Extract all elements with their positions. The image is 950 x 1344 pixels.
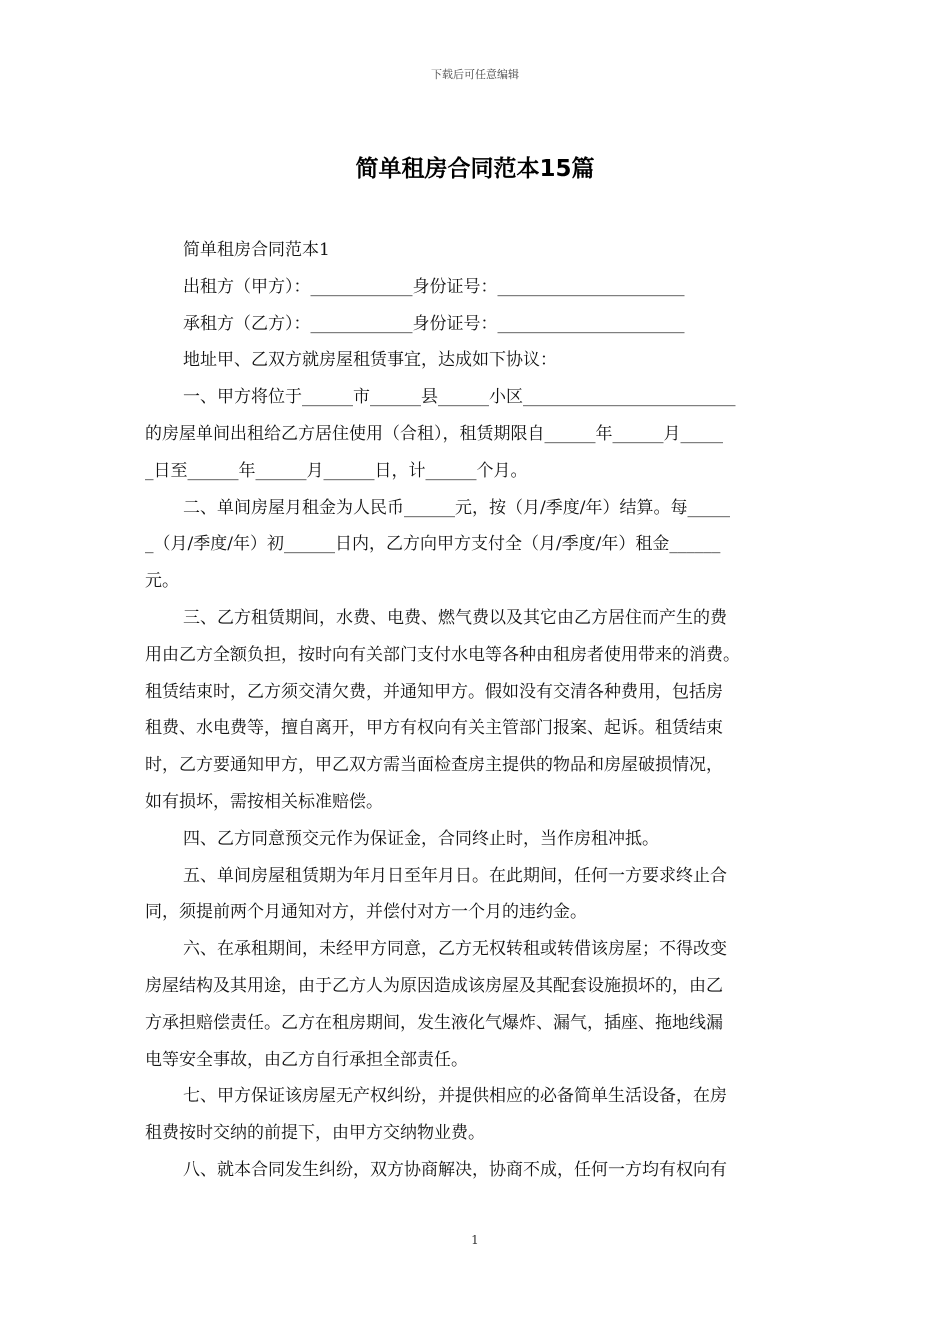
clause-2-line-2: _（月/季度/年）初______日内，乙方向甲方支付全（月/季度/年）租金______	[145, 534, 721, 555]
header-note: 下载后可任意编辑	[431, 68, 519, 81]
clause-3-line-1: 三、乙方租赁期间，水费、电费、燃气费以及其它由乙方居住而产生的费	[183, 607, 727, 628]
clause-6-line-3: 方承担赔偿责任。乙方在租房期间，发生液化气爆炸、漏气，插座、拖地线漏	[145, 1012, 723, 1033]
clause-4-line-1: 四、乙方同意预交元作为保证金，合同终止时，当作房租冲抵。	[183, 828, 659, 849]
clause-5-line-1: 五、单间房屋租赁期为年月日至年月日。在此期间，任何一方要求终止合	[183, 865, 727, 886]
lessor-line: 出租方（甲方）：____________身份证号：______________________	[183, 276, 685, 297]
clause-8-line-1: 八、就本合同发生纠纷，双方协商解决，协商不成，任何一方均有权向有	[183, 1159, 727, 1180]
clause-6-line-2: 房屋结构及其用途，由于乙方人为原因造成该房屋及其配套设施损坏的，由乙	[145, 975, 723, 996]
clause-1-line-2: 的房屋单间出租给乙方居住使用（合租），租赁期限自______年______月_____	[145, 423, 723, 444]
clause-1-line-1: 一、甲方将位于______市______县______小区_________________________	[183, 387, 736, 408]
clause-6-line-1: 六、在承租期间，未经甲方同意，乙方无权转租或转借该房屋；不得改变	[183, 939, 727, 960]
document-title: 简单租房合同范本15篇	[355, 156, 595, 182]
clause-7-line-1: 七、甲方保证该房屋无产权纠纷，并提供相应的必备简单生活设备，在房	[183, 1086, 727, 1107]
clause-3-line-3: 租赁结束时，乙方须交清欠费，并通知甲方。假如没有交清各种费用，包括房	[145, 681, 723, 702]
clause-3-line-6: 如有损坏，需按相关标准赔偿。	[145, 791, 383, 812]
clause-3-line-5: 时，乙方要通知甲方，甲乙双方需当面检查房主提供的物品和房屋破损情况，	[145, 755, 723, 776]
clause-3-line-2: 用由乙方全额负担，按时向有关部门支付水电等各种由租房者使用带来的消费。	[145, 644, 740, 665]
clause-2-line-1: 二、单间房屋月租金为人民币______元，按（月/季度/年）结算。每_____	[183, 497, 730, 518]
contract-body	[145, 232, 810, 1189]
page-number: 1	[471, 1233, 479, 1247]
clause-1-line-3: _日至______年______月______日，计______个月。	[145, 460, 528, 481]
clause-5-line-2: 同，须提前两个月通知对方，并偿付对方一个月的违约金。	[145, 902, 587, 923]
lessee-line: 承租方（乙方）：____________身份证号：______________________	[183, 313, 685, 334]
agreement-intro: 地址甲、乙双方就房屋租赁事宜，达成如下协议：	[183, 350, 557, 371]
section-heading: 简单租房合同范本1	[183, 240, 330, 260]
clause-3-line-4: 租费、水电费等，擅自离开，甲方有权向有关主管部门报案、起诉。租赁结束	[145, 718, 723, 739]
clause-2-line-3: 元。	[145, 571, 179, 592]
clause-6-line-4: 电等安全事故，由乙方自行承担全部责任。	[145, 1049, 468, 1070]
clause-7-line-2: 租费按时交纳的前提下，由甲方交纳物业费。	[145, 1123, 485, 1144]
